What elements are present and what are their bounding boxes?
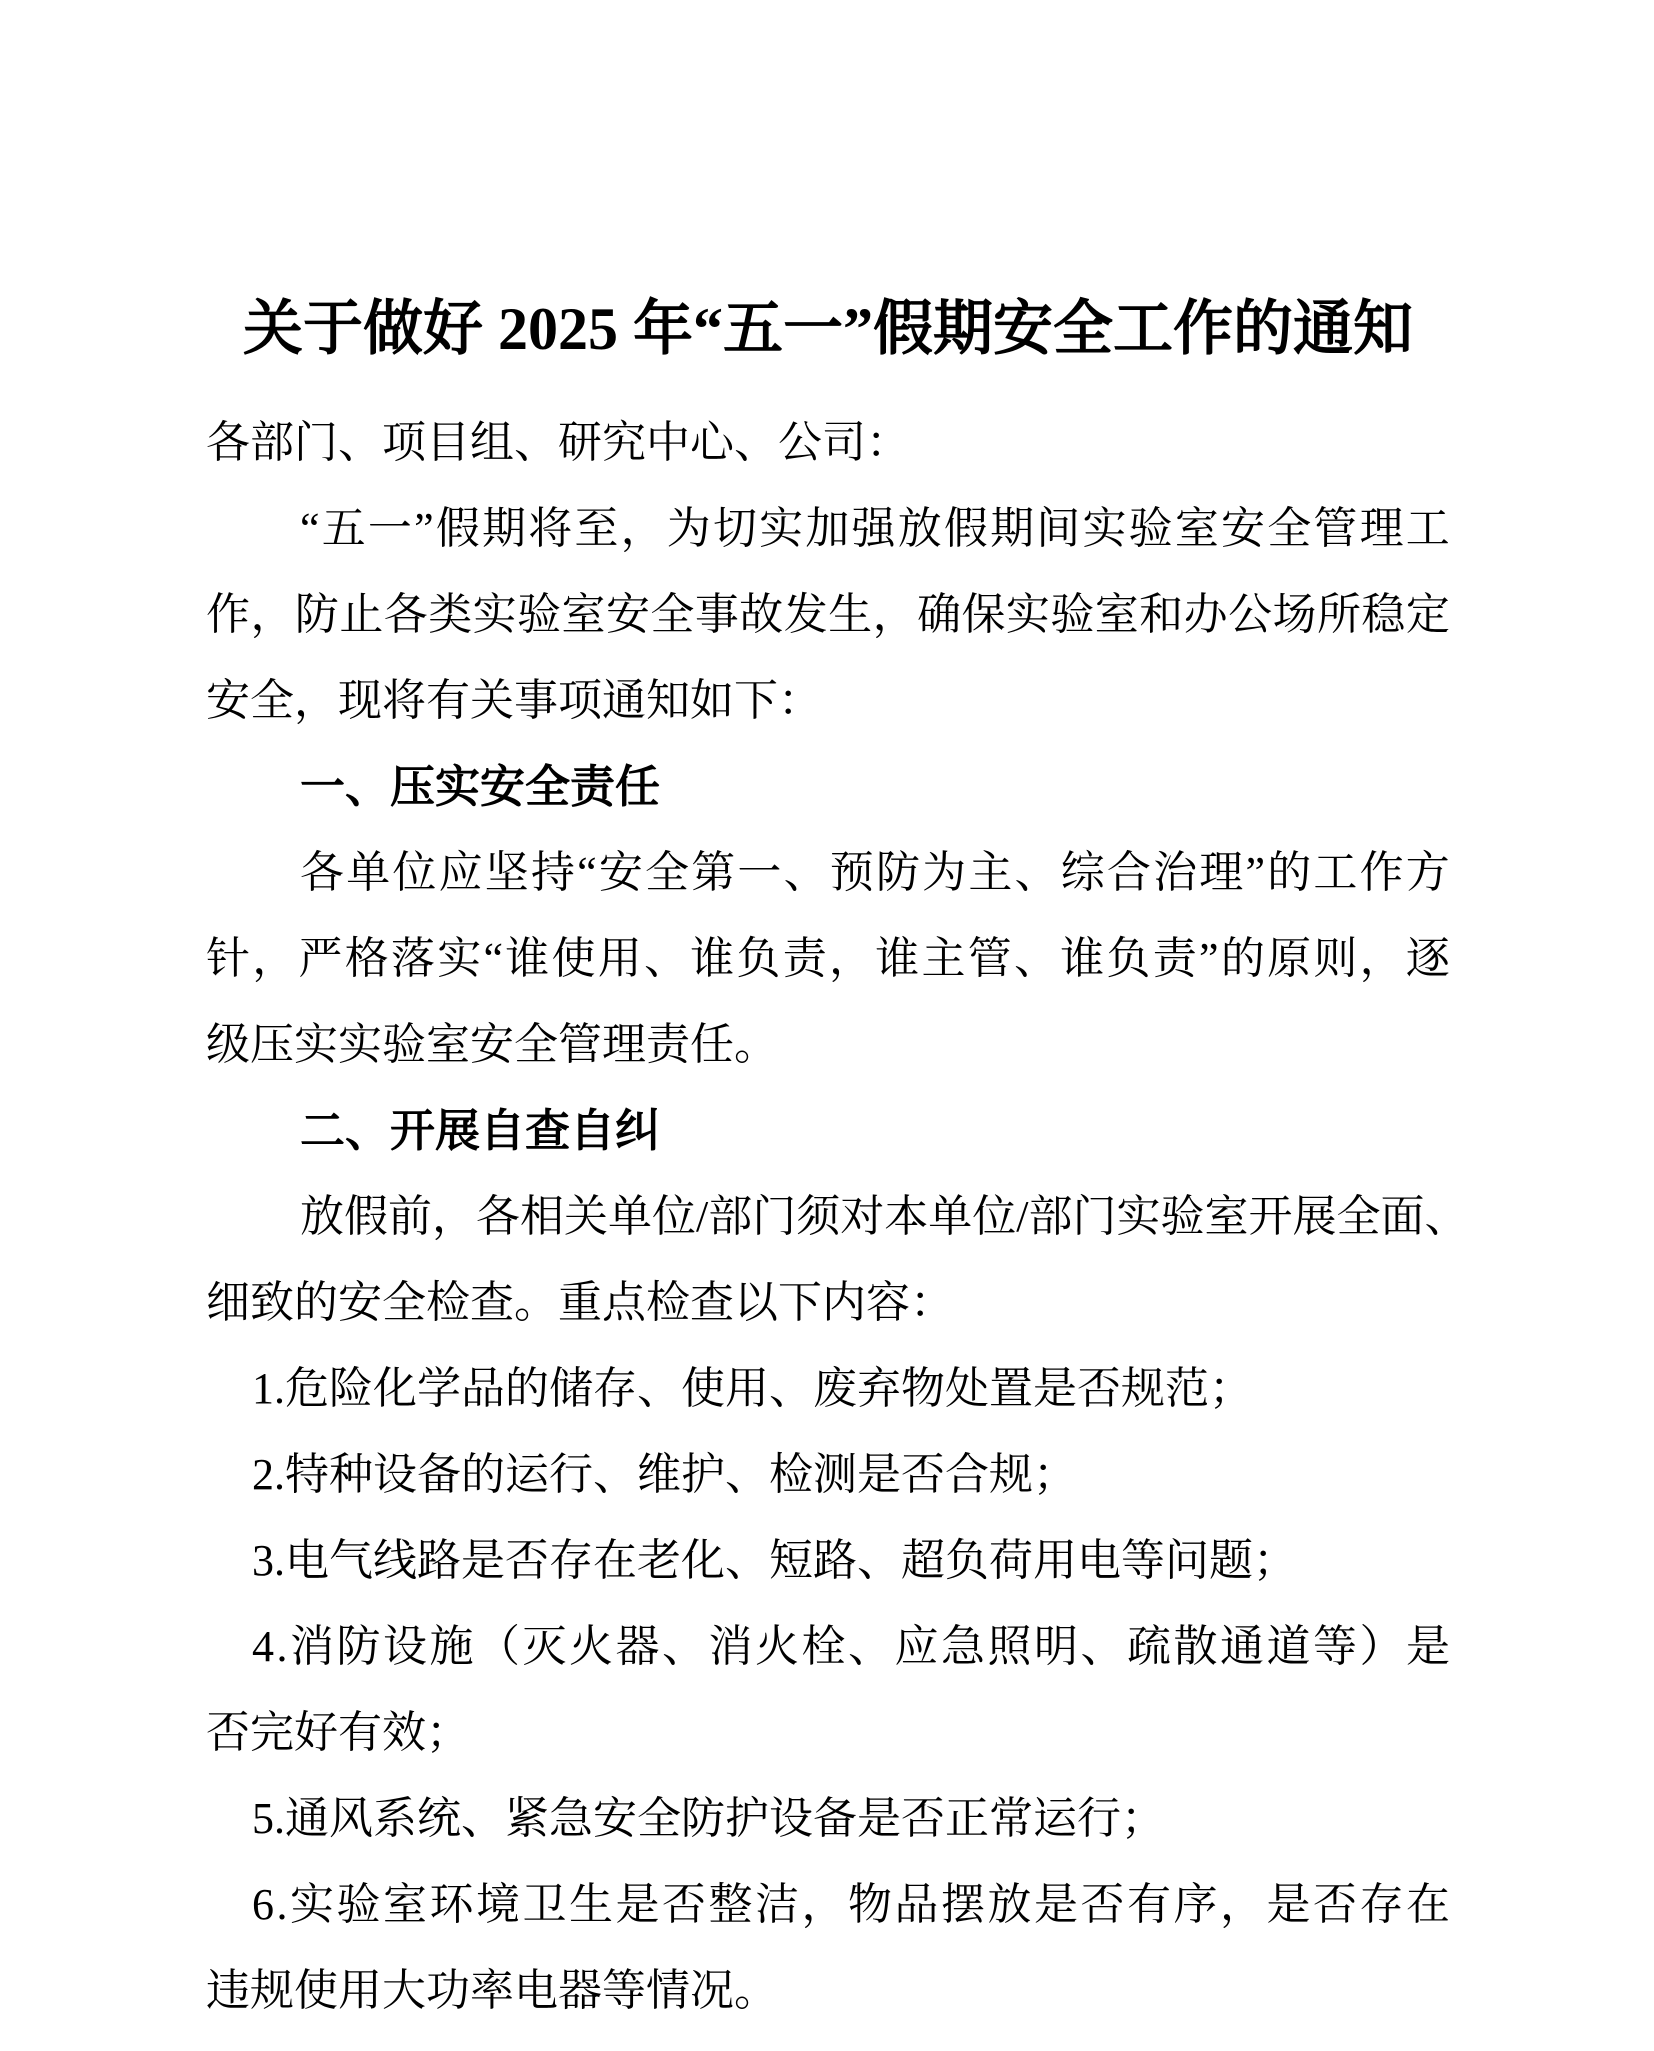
text-line: 否完好有效； (206, 1708, 470, 1757)
text-line: “ 五 一 ” 假 期 将 至 ， 为 切 实 加 强 放 假 期 间 实 验 室 安 全 管 理 工 (300, 504, 1450, 553)
section-heading: 二、开展自查自纠 (300, 1105, 661, 1156)
text-line: 针 ， 严 格 落 实 “ 谁 使 用 、 谁 负 责 ， 谁 主 管 、 谁 负 责 ” 的 原 则 ， 逐 (206, 934, 1450, 983)
text-line: 作 ， 防 止 各 类 实 验 室 安 全 事 故 发 生 ， 确 保 实 验 室 和 办 公 场 所 稳 定 (206, 590, 1450, 639)
text-line: 6 . 实 验 室 环 境 卫 生 是 否 整 洁 ， 物 品 摆 放 是 否 有 序 ， 是 否 存 在 (252, 1880, 1450, 1929)
document-title: 关于做好 2025 年“五一”假期安全工作的通知 (243, 296, 1413, 362)
text-line: 3.电气线路是否存在老化、短路、超负荷用电等问题； (252, 1536, 1297, 1585)
text-line: 2.特种设备的运行、维护、检测是否合规； (252, 1450, 1077, 1499)
text-line: 各部门、项目组、研究中心、公司： (206, 418, 910, 467)
text-line: 放 假 前 ， 各 相 关 单 位 / 部 门 须 对 本 单 位 / 部 门 实 验 室 开 展 全 面 、 (300, 1192, 1469, 1241)
document-body (206, 400, 1469, 2034)
section-heading: 一、压实安全责任 (300, 761, 661, 812)
text-line: 5.通风系统、紧急安全防护设备是否正常运行； (252, 1794, 1165, 1843)
text-line: 1.危险化学品的储存、使用、废弃物处置是否规范； (252, 1364, 1253, 1413)
text-line: 违规使用大功率电器等情况。 (206, 1966, 778, 2015)
text-line: 级压实实验室安全管理责任。 (206, 1020, 778, 1069)
text-line: 细致的安全检查。重点检查以下内容： (206, 1278, 954, 1327)
text-line: 4 . 消 防 设 施 （ 灭 火 器 、 消 火 栓 、 应 急 照 明 、 疏 散 通 道 等 ） 是 (252, 1622, 1450, 1671)
text-line: 安全，现将有关事项通知如下： (206, 676, 822, 725)
text-line: 各 单 位 应 坚 持 “ 安 全 第 一 、 预 防 为 主 、 综 合 治 理 ” 的 工 作 方 (300, 848, 1450, 897)
document-content (206, 0, 1469, 2034)
